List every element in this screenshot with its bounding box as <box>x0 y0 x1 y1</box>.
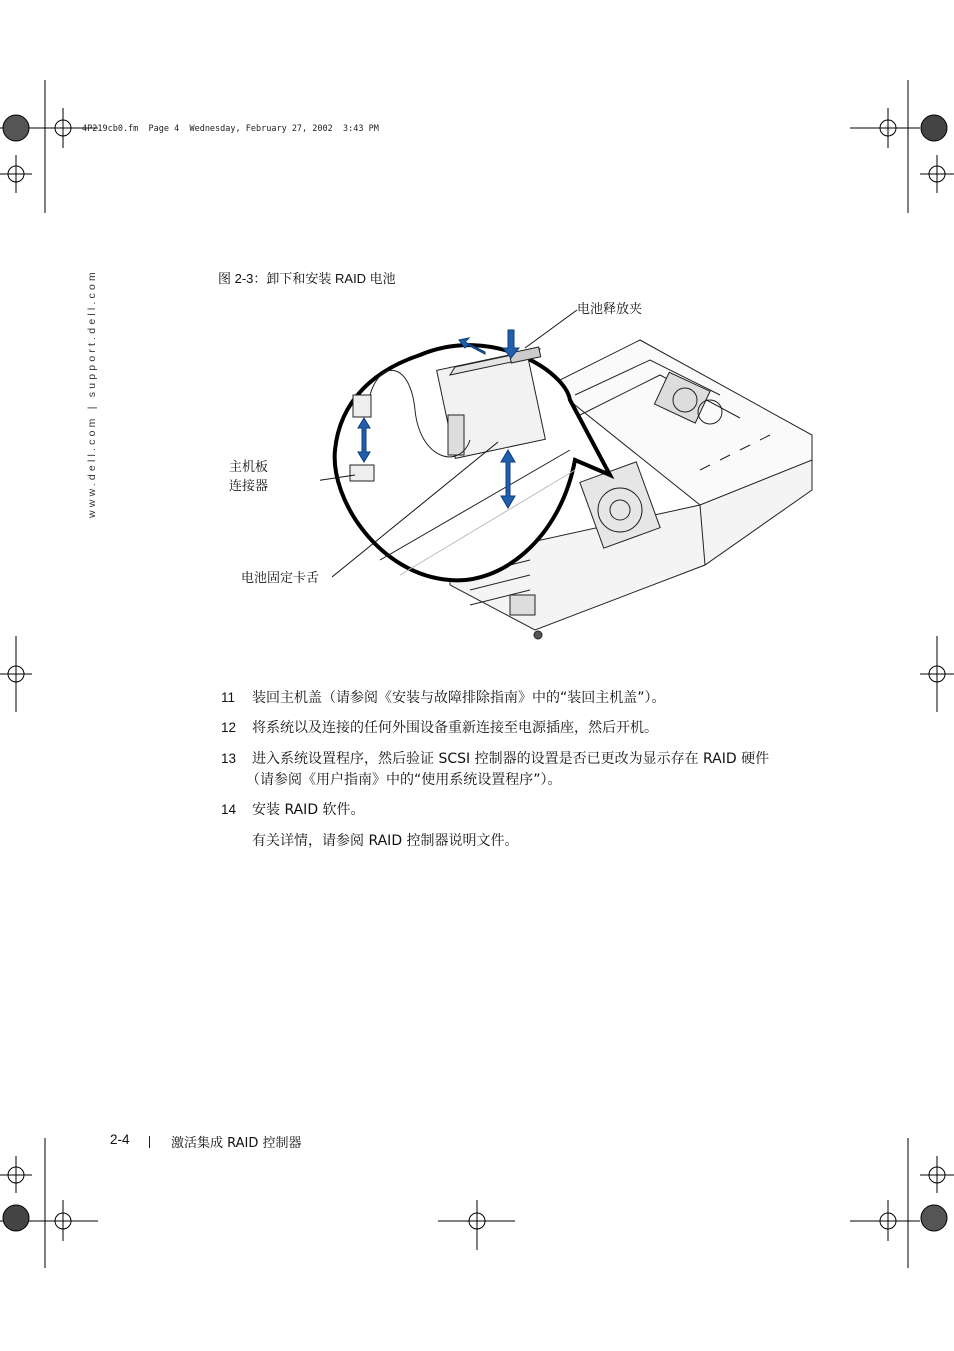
footer-section-title: 激活集成 RAID 控制器 <box>171 1136 302 1151</box>
step-number: 13 <box>221 751 237 766</box>
step-number: 11 <box>221 690 236 705</box>
step-note: 有关详情，请参阅 RAID 控制器说明文件。 <box>252 833 519 849</box>
step-text: 进入系统设置程序，然后验证 SCSI 控制器的设置是否已更改为显示存在 RAID 硬件 <box>252 751 770 767</box>
raid-battery-illustration <box>320 300 830 650</box>
step-text-continued: （请参阅《用户指南》中的“使用系统设置程序”）。 <box>246 772 562 788</box>
callout-battery-retention-tab: 电池固定卡舌 <box>241 571 320 586</box>
page-slug: 4P219cb0.fm Page 4 Wednesday, February 27, 2002 3:43 PM <box>82 124 379 134</box>
step-text: 装回主机盖（请参阅《安装与故障排除指南》中的“装回主机盖”）。 <box>252 690 666 706</box>
callout-battery-release-clip: 电池释放夹 <box>577 302 643 317</box>
callout-motherboard-connector-line2: 连接器 <box>229 479 269 494</box>
step-number: 14 <box>221 802 237 817</box>
callout-motherboard-connector-line1: 主机板 <box>229 460 269 475</box>
figure-caption: 图 2-3：卸下和安装 RAID 电池 <box>218 271 396 286</box>
side-url <box>70 269 98 520</box>
page-number: 2-4 <box>110 1132 130 1147</box>
step-number: 12 <box>221 720 237 735</box>
step-text: 将系统以及连接的任何外围设备重新连接至电源插座，然后开机。 <box>252 720 658 736</box>
side-url-text: www.dell.com | support.dell.com <box>86 269 98 518</box>
footer-divider <box>149 1136 150 1148</box>
step-text: 安装 RAID 软件。 <box>252 802 365 818</box>
